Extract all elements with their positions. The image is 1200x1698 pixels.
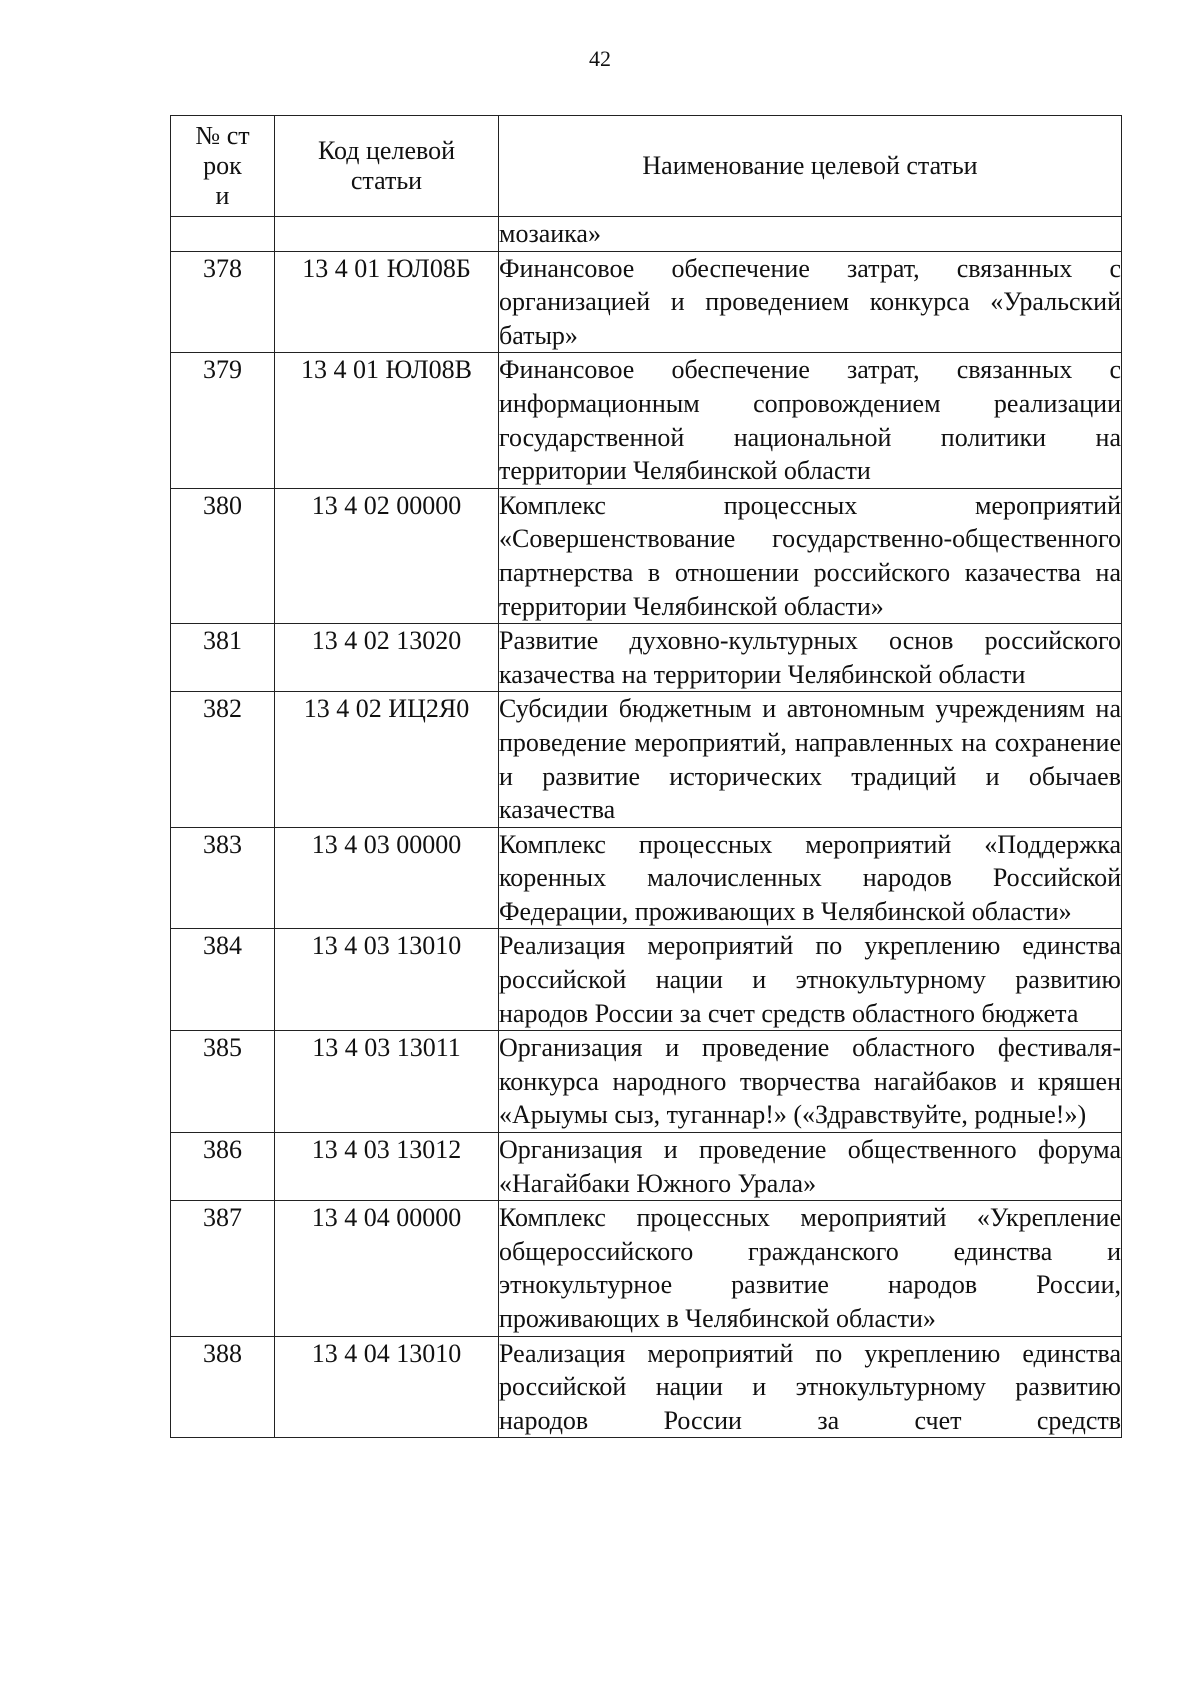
row-code: 13 4 03 13011 — [275, 1031, 499, 1133]
row-name — [499, 692, 1122, 827]
row-code: 13 4 01 ЮЛ08Б — [275, 251, 499, 353]
table-row — [171, 251, 1122, 353]
table-row — [171, 827, 1122, 929]
table-row — [171, 488, 1122, 623]
row-name — [499, 827, 1122, 929]
row-name — [499, 1336, 1122, 1438]
row-name-text: Реализация мероприятий по укреплению единства российской нации и этнокультурному развитию народов России за счет средств — [499, 1338, 1121, 1435]
row-code: 13 4 03 00000 — [275, 827, 499, 929]
table-row — [171, 353, 1122, 488]
row-code: 13 4 02 13020 — [275, 624, 499, 692]
row-number: 381 — [171, 624, 275, 692]
row-number — [171, 217, 275, 252]
row-name-text: Субсидии бюджетным и автономным учреждениям на проведение мероприятий, направленных на сохранение и развитие исторических традиций и обычаев казачества — [499, 694, 1121, 825]
row-name — [499, 251, 1122, 353]
table-row — [171, 929, 1122, 1031]
row-number: 387 — [171, 1201, 275, 1336]
table-row — [171, 1133, 1122, 1201]
row-code: 13 4 03 13010 — [275, 929, 499, 1031]
row-number: 385 — [171, 1031, 275, 1133]
row-name-text: Комплекс процессных мероприятий «Поддержка коренных малочисленных народов Российской Федерации, проживающих в Челябинской области» — [499, 829, 1121, 926]
row-code — [275, 217, 499, 252]
row-code: 13 4 02 ИЦ2Я0 — [275, 692, 499, 827]
row-name — [499, 1133, 1122, 1201]
header-row-number-label: № строк и — [195, 121, 250, 210]
header-row-number — [171, 116, 275, 217]
page-number: 42 — [589, 46, 611, 71]
table-row — [171, 1336, 1122, 1438]
row-code: 13 4 01 ЮЛ08В — [275, 353, 499, 488]
row-name-text: Финансовое обеспечение затрат, связанных с организацией и проведением конкурса «Уральский батыр» — [499, 253, 1121, 350]
row-code: 13 4 04 13010 — [275, 1336, 499, 1438]
table-row — [171, 624, 1122, 692]
table-header-row — [171, 116, 1122, 217]
row-number: 388 — [171, 1336, 275, 1438]
row-name — [499, 1031, 1122, 1133]
row-name — [499, 624, 1122, 692]
row-name-text: Комплекс процессных мероприятий «Укрепление общероссийского гражданского единства и этнокультурное развитие народов России, проживающих в Челябинской области» — [499, 1203, 1121, 1333]
row-number: 380 — [171, 488, 275, 623]
table-row — [171, 1031, 1122, 1133]
table-row — [171, 217, 1122, 252]
header-name — [499, 116, 1122, 217]
row-name — [499, 929, 1122, 1031]
row-number: 384 — [171, 929, 275, 1031]
row-code: 13 4 02 00000 — [275, 488, 499, 623]
row-number: 379 — [171, 353, 275, 488]
row-name-text: Организация и проведение областного фестиваля-конкурса народного творчества нагайбаков и кряшен «Арыумы сыз, туганнар!» («Здравствуйте, родные!») — [499, 1033, 1121, 1130]
row-name-text: Финансовое обеспечение затрат, связанных с информационным сопровождением реализации государственной национальной политики на территории Челябинской области — [499, 355, 1121, 486]
row-name — [499, 488, 1122, 623]
row-name-text: мозаика» — [499, 219, 601, 248]
row-code: 13 4 04 00000 — [275, 1201, 499, 1336]
header-code-label: Код целевой статьи — [317, 136, 455, 195]
header-code — [275, 116, 499, 217]
row-name — [499, 217, 1122, 252]
row-number: 383 — [171, 827, 275, 929]
row-name-text: Реализация мероприятий по укреплению единства российской нации и этнокультурному развитию народов России за счет средств областного бюджета — [499, 931, 1121, 1028]
table-row — [171, 1201, 1122, 1336]
row-name-text: Организация и проведение общественного форума «Нагайбаки Южного Урала» — [499, 1135, 1121, 1198]
row-number: 382 — [171, 692, 275, 827]
row-name — [499, 1201, 1122, 1336]
row-name-text: Развитие духовно-культурных основ российского казачества на территории Челябинской области — [499, 626, 1121, 689]
table-row — [171, 692, 1122, 827]
target-articles-table — [170, 115, 1122, 1438]
row-name-text: Комплекс процессных мероприятий «Совершенствование государственно-общественного партнерства в отношении российского казачества на территории Челябинской области» — [499, 490, 1121, 621]
row-name — [499, 353, 1122, 488]
row-number: 378 — [171, 251, 275, 353]
row-code: 13 4 03 13012 — [275, 1133, 499, 1201]
header-name-label: Наименование целевой статьи — [642, 151, 978, 180]
row-number: 386 — [171, 1133, 275, 1201]
